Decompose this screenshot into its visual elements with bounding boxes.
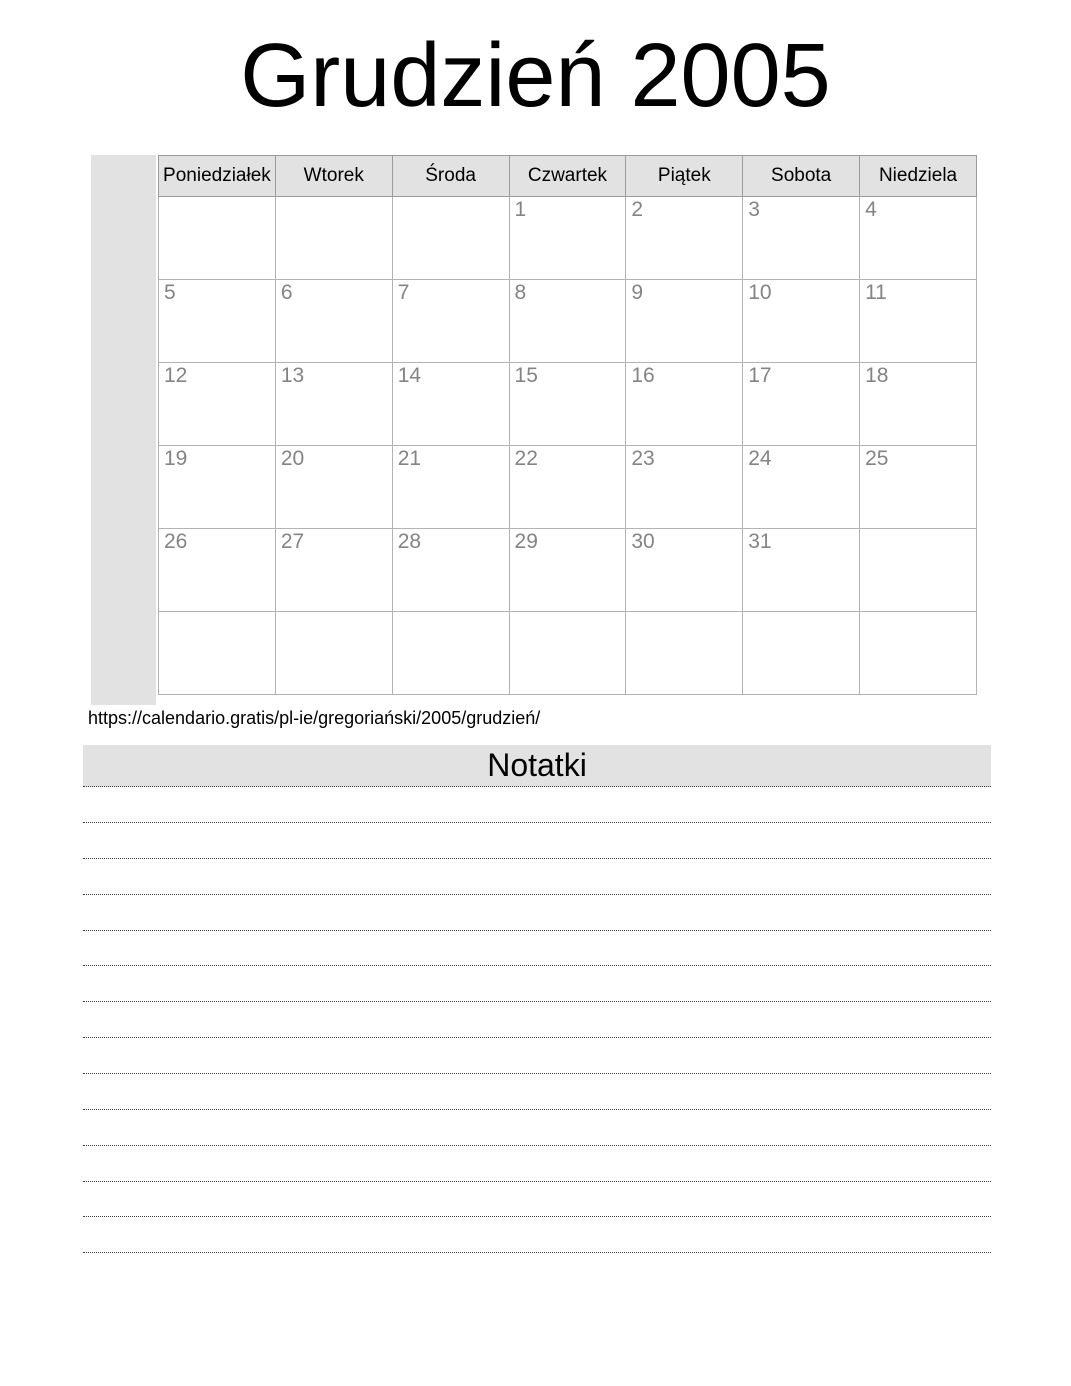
week-row-2 (159, 280, 977, 363)
notes-title: Notatki (487, 747, 587, 783)
calendar-weekday-header (159, 156, 977, 197)
page-title: Grudzień 2005 (240, 26, 831, 126)
day-number: 1 (514, 198, 527, 221)
note-line-12 (83, 1216, 991, 1217)
day-cell-18 (860, 363, 977, 446)
day-cell-6 (275, 280, 392, 363)
day-cell-28 (392, 529, 509, 612)
note-line-8 (83, 1073, 991, 1074)
calendar-table (158, 155, 977, 695)
day-cell-30 (626, 529, 743, 612)
notes-header (83, 745, 991, 787)
day-number: 25 (865, 447, 889, 470)
day-cell-12 (159, 363, 276, 446)
day-number: 7 (397, 281, 410, 304)
day-cell-31 (743, 529, 860, 612)
day-cell-empty (159, 612, 276, 695)
day-number: 6 (280, 281, 293, 304)
calendar-side-strip (91, 155, 156, 705)
calendar-weeks (159, 197, 977, 695)
day-cell-25 (860, 446, 977, 529)
day-cell-empty (509, 612, 626, 695)
day-cell-7 (392, 280, 509, 363)
weekday-header-7: Niedziela (860, 156, 977, 197)
day-number: 15 (514, 364, 538, 387)
day-number: 5 (164, 281, 176, 304)
day-cell-20 (275, 446, 392, 529)
day-number: 10 (748, 281, 772, 304)
day-number: 4 (865, 198, 877, 221)
day-cell-11 (860, 280, 977, 363)
note-line-5 (83, 965, 991, 966)
source-url: https://calendario.gratis/pl-ie/gregoriański/2005/grudzień/ (88, 708, 541, 728)
week-row-5 (159, 529, 977, 612)
day-cell-10 (743, 280, 860, 363)
week-row-1 (159, 197, 977, 280)
note-line-1 (83, 822, 991, 823)
weekday-header-row (159, 156, 977, 197)
day-number: 12 (164, 364, 188, 387)
note-line-6 (83, 1001, 991, 1002)
day-cell-5 (159, 280, 276, 363)
day-cell-2 (626, 197, 743, 280)
day-cell-empty (159, 197, 276, 280)
day-cell-13 (275, 363, 392, 446)
day-cell-14 (392, 363, 509, 446)
day-number: 28 (397, 530, 422, 553)
day-cell-empty (626, 612, 743, 695)
day-cell-16 (626, 363, 743, 446)
day-cell-22 (509, 446, 626, 529)
note-line-9 (83, 1109, 991, 1110)
day-cell-empty (860, 612, 977, 695)
day-cell-4 (860, 197, 977, 280)
day-cell-1 (509, 197, 626, 280)
day-cell-empty (275, 197, 392, 280)
day-cell-empty (275, 612, 392, 695)
day-number: 9 (631, 281, 644, 304)
day-number: 18 (865, 364, 889, 387)
day-cell-17 (743, 363, 860, 446)
week-row-3 (159, 363, 977, 446)
day-cell-8 (509, 280, 626, 363)
day-cell-empty (392, 197, 509, 280)
day-cell-empty (743, 612, 860, 695)
day-number: 8 (514, 281, 527, 304)
weekday-header-5: Piątek (626, 156, 743, 197)
day-cell-15 (509, 363, 626, 446)
day-number: 11 (865, 281, 887, 304)
weekday-header-6: Sobota (743, 156, 860, 197)
day-cell-empty (392, 612, 509, 695)
note-line-3 (83, 894, 991, 895)
weekday-header-1: Poniedziałek (159, 156, 276, 197)
day-number: 24 (748, 447, 772, 470)
day-number: 23 (631, 447, 655, 470)
day-cell-24 (743, 446, 860, 529)
day-number: 14 (397, 364, 422, 387)
note-line-13 (83, 1252, 991, 1253)
day-number: 31 (748, 530, 772, 553)
day-number: 30 (631, 530, 655, 553)
day-cell-29 (509, 529, 626, 612)
day-number: 17 (748, 364, 772, 387)
day-cell-9 (626, 280, 743, 363)
week-row-4 (159, 446, 977, 529)
day-number: 20 (280, 447, 305, 470)
day-number: 22 (514, 447, 538, 470)
day-cell-empty (860, 529, 977, 612)
note-line-2 (83, 858, 991, 859)
day-number: 19 (164, 447, 188, 470)
day-number: 16 (631, 364, 655, 387)
weekday-header-4: Czwartek (509, 156, 626, 197)
note-line-11 (83, 1181, 991, 1182)
week-row-6 (159, 612, 977, 695)
day-cell-27 (275, 529, 392, 612)
day-cell-21 (392, 446, 509, 529)
day-cell-23 (626, 446, 743, 529)
weekday-header-3: Środa (392, 156, 509, 197)
day-number: 3 (748, 198, 760, 221)
weekday-header-2: Wtorek (275, 156, 392, 197)
day-number: 29 (514, 530, 538, 553)
day-number: 26 (164, 530, 188, 553)
note-line-4 (83, 930, 991, 931)
day-cell-19 (159, 446, 276, 529)
day-cell-26 (159, 529, 276, 612)
day-number: 21 (397, 447, 422, 470)
note-line-10 (83, 1145, 991, 1146)
day-number: 27 (280, 530, 305, 553)
note-line-7 (83, 1037, 991, 1038)
day-number: 2 (631, 198, 644, 221)
day-cell-3 (743, 197, 860, 280)
day-number: 13 (280, 364, 305, 387)
